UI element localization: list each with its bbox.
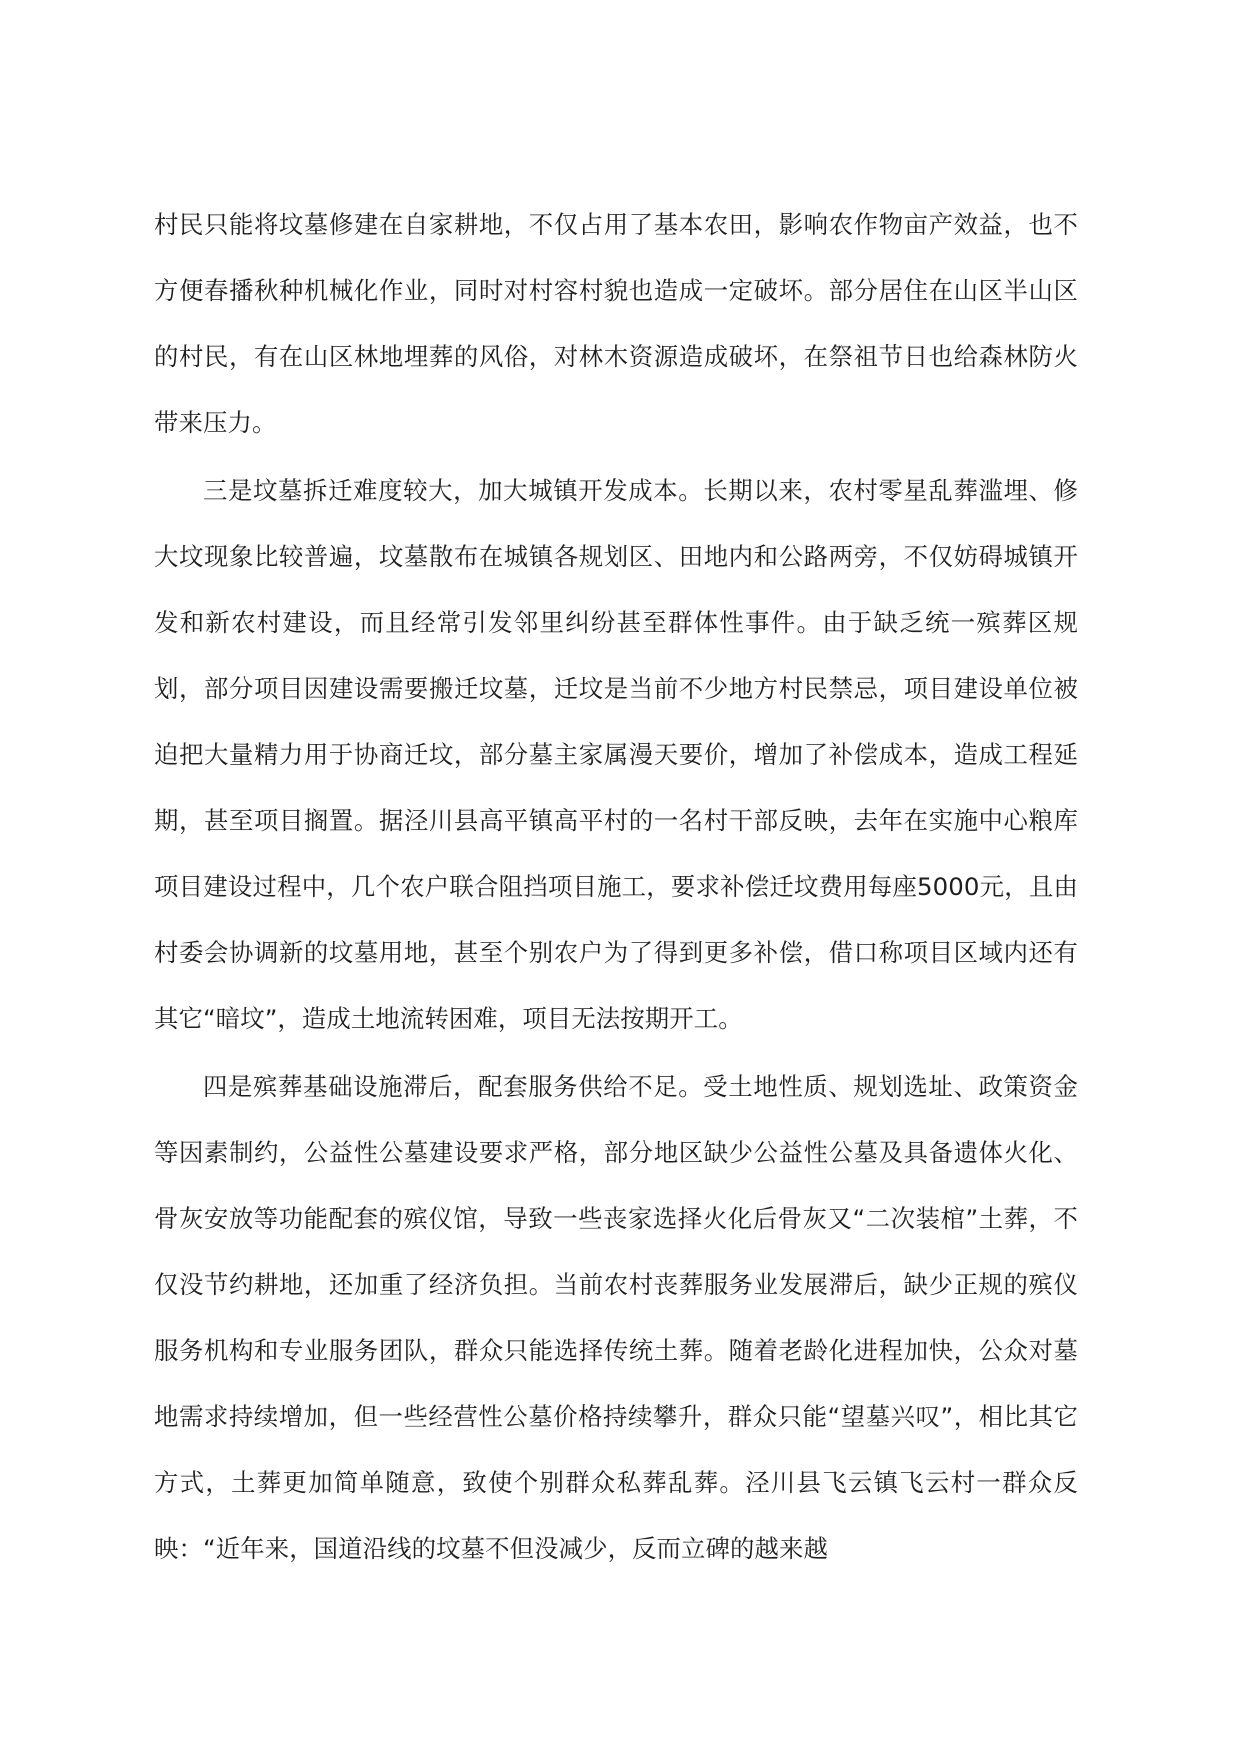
- paragraph-continued: 村民只能将坟墓修建在自家耕地，不仅占用了基本农田，影响农作物亩产效益，也不方便春播秋种机械化作业，同时对村容村貌也造成一定破坏。部分居住在山区半山区的村民，有在山区林地埋葬的风俗，对林木资源造成破坏，在祭祖节日也给森林防火带来压力。: [154, 210, 1078, 437]
- paragraph-point-three: 三是坟墓拆迁难度较大，加大城镇开发成本。长期以来，农村零星乱葬滥埋、修大坟现象比较普遍，坟墓散布在城镇各规划区、田地内和公路两旁，不仅妨碍城镇开发和新农村建设，而且经常引发邻里纠纷甚至群体性事件。由于缺乏统一殡葬区规划，部分项目因建设需要搬迁坟墓，迁坟是当前不少地方村民禁忌，项目建设单位被迫把大量精力用于协商迁坟，部分墓主家属漫天要价，增加了补偿成本，造成工程延期，甚至项目搁置。据泾川县高平镇高平村的一名村干部反映，去年在实施中心粮库项目建设过程中，几个农户联合阻挡项目施工，要求补偿迁坟费用每座5000元，且由村委会协调新的坟墓用地，甚至个别农户为了得到更多补偿，借口称项目区域内还有其它“暗坟”，造成土地流转困难，项目无法按期开工。: [154, 476, 1078, 1033]
- paragraph-point-four: 四是殡葬基础设施滞后，配套服务供给不足。受土地性质、规划选址、政策资金等因素制约，公益性公墓建设要求严格，部分地区缺少公益性公墓及具备遗体火化、骨灰安放等功能配套的殡仪馆，导致一些丧家选择火化后骨灰又“二次装棺”土葬，不仅没节约耕地，还加重了经济负担。当前农村丧葬服务业发展滞后，缺少正规的殡仪服务机构和专业服务团队，群众只能选择传统土葬。随着老龄化进程加快，公众对墓地需求持续增加，但一些经营性公墓价格持续攀升，群众只能“望墓兴叹”，相比其它方式，土葬更加简单随意，致使个别群众私葬乱葬。泾川县飞云镇飞云村一群众反映：“近年来，国道沿线的坟墓不但没减少，反而立碑的越来越: [154, 1072, 1078, 1563]
- document-body: [154, 192, 1078, 1582]
